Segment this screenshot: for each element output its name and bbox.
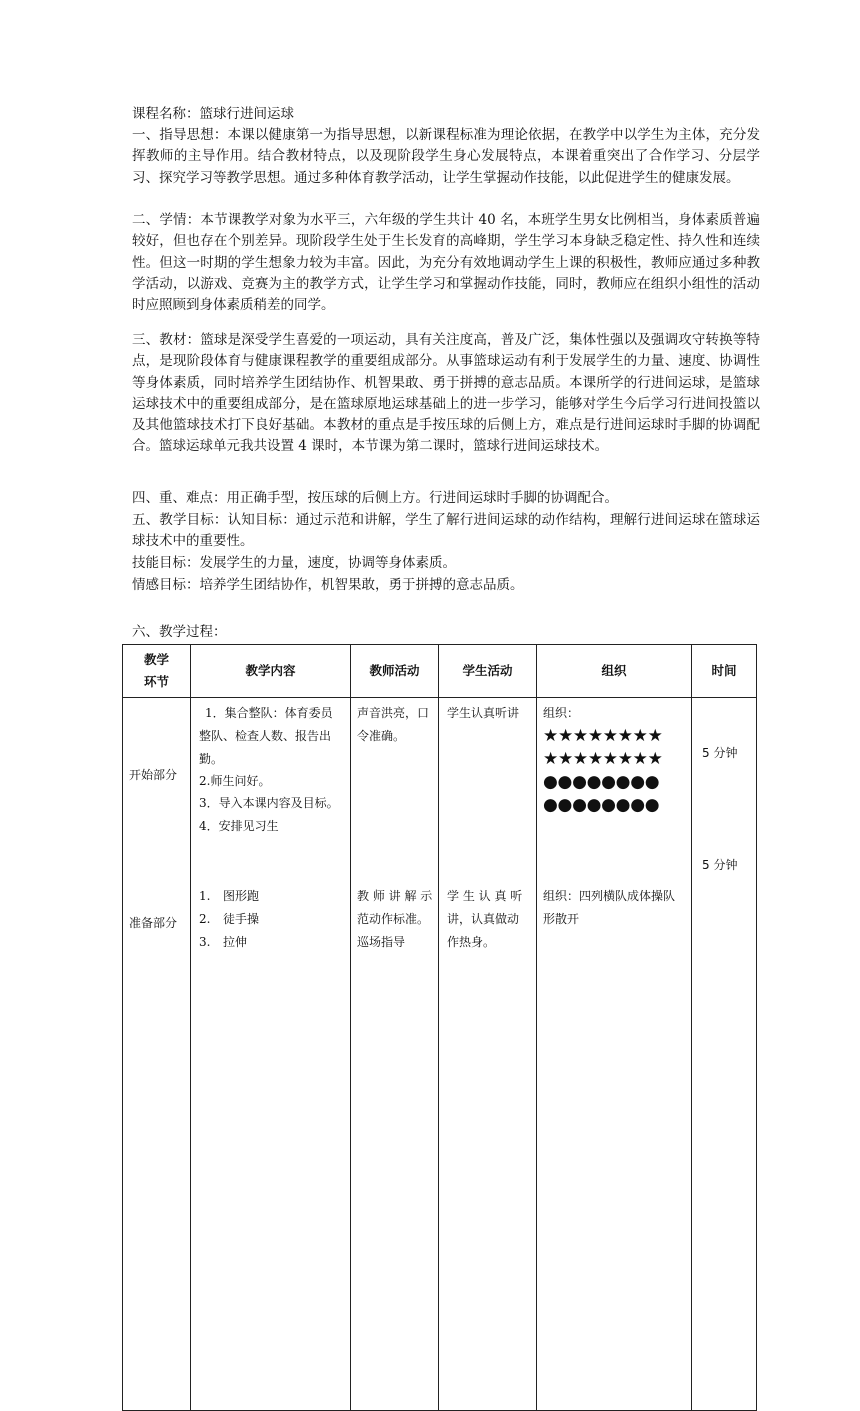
prepare-student-line3: 作热身。: [447, 935, 496, 949]
prepare-teacher-line1: 教 师 讲 解 示: [357, 889, 433, 903]
start-item-1a: 1．集合整队：体育委员: [205, 706, 333, 720]
start-teacher-line1: 声音洪亮，口: [357, 706, 430, 720]
time-cell: [692, 698, 757, 1411]
start-item-1b: 整队、检查人数、报告出: [199, 729, 332, 743]
student-cell: [439, 698, 537, 1411]
phase-prepare: 准备部分: [129, 916, 178, 930]
header-organization: 组织: [537, 645, 692, 698]
course-title: 课程名称：篮球行进间运球: [132, 106, 294, 122]
phase-start: 开始部分: [129, 768, 178, 782]
emotion-goal: 情感目标：培养学生团结协作，机智果敢，勇于拼搏的意志品质。: [132, 577, 524, 593]
prepare-item-3: 拉伸: [223, 935, 248, 949]
teacher-cell: [351, 698, 439, 1411]
prepare-org-line1: 组织：四列横队成体操队: [543, 889, 676, 903]
formation-dots-row-2: ●●●●●●●●: [543, 795, 660, 815]
section-key-points: 四、重、难点：用正确手型，按压球的后侧上方。行进间运球时手脚的协调配合。: [132, 490, 618, 506]
header-phase-line2: 环节: [143, 674, 169, 689]
prepare-num-2: 2.: [199, 912, 211, 926]
section-guiding-thought: 一、指导思想：本课以健康第一为指导思想，以新课程标准为理论依据，在教学中以学生为主体，充分发挥教师的主导作用。结合教材特点，以及现阶段学生身心发展特点，本课着重突出了合作学习、分层学习、探究学习等教学思想。通过多种体育教学活动，让学生掌握动作技能，以此促进学生的健康发展。: [132, 127, 760, 186]
teaching-process-table: [122, 644, 757, 1411]
prepare-time: 5 分钟: [702, 858, 738, 872]
header-teacher: 教师活动: [351, 645, 439, 698]
prepare-num-1: 1.: [199, 889, 211, 903]
start-teacher-line2: 令准确。: [357, 729, 406, 743]
table-row: [123, 698, 757, 1411]
start-student: 学生认真听讲: [447, 706, 520, 720]
start-item-4: 4．安排见习生: [199, 819, 279, 833]
header-content: 教学内容: [191, 645, 351, 698]
formation-dots-row-1: ●●●●●●●●: [543, 772, 660, 792]
content-cell: [191, 698, 351, 1411]
formation-stars-row-1: ★★★★★★★★: [543, 726, 663, 746]
start-item-1c: 勤。: [199, 752, 224, 766]
prepare-student-line1: 学 生 认 真 听: [447, 889, 523, 903]
organization-cell: [537, 698, 692, 1411]
section-student-analysis: 二、学情：本节课教学对象为水平三，六年级的学生共计 40 名，本班学生男女比例相当，身体素质普遍较好，但也存在个别差异。现阶段学生处于生长发育的高峰期，学生学习本身缺乏稳定性、持久性和连续性。但这一时期的学生想象力较为丰富。因此，为充分有效地调动学生上课的积极性，教师应通过多种教学活动，以游戏、竞赛为主的教学方式，让学生学习和掌握动作技能，同时，教师应在组织小组性的活动时应照顾到身体素质稍差的同学。: [132, 212, 760, 314]
header-phase: [123, 645, 191, 698]
skill-goal: 技能目标：发展学生的力量，速度，协调等身体素质。: [132, 555, 456, 571]
header-student: 学生活动: [439, 645, 537, 698]
prepare-item-2: 徒手操: [223, 912, 260, 926]
header-time: 时间: [692, 645, 757, 698]
start-org-label: 组织：: [543, 706, 580, 720]
header-phase-line1: 教学: [143, 652, 169, 667]
start-time: 5 分钟: [702, 746, 738, 760]
prepare-org-line2: 形散开: [543, 912, 580, 926]
section-teaching-process: 六、教学过程：: [132, 624, 227, 640]
prepare-teacher-line2: 范动作标准。: [357, 912, 430, 926]
section-teaching-material: 三、教材：篮球是深受学生喜爱的一项运动，具有关注度高，普及广泛，集体性强以及强调攻守转换等特点，是现阶段体育与健康课程教学的重要组成部分。从事篮球运动有利于发展学生的力量、速度、协调性等身体素质，同时培养学生团结协作、机智果敢、勇于拼搏的意志品质。本课所学的行进间运球，是篮球运球技术中的重要组成部分，是在篮球原地运球基础上的进一步学习，能够对学生今后学习行进间投篮以及其他篮球技术打下良好基础。本教材的重点是手按压球的后侧上方，难点是行进间运球时手脚的协调配合。篮球运球单元我共设置 4 课时，本节课为第二课时，篮球行进间运球技术。: [132, 332, 760, 455]
start-item-3: 3．导入本课内容及目标。: [199, 796, 339, 810]
phase-cell: [123, 698, 191, 1411]
prepare-student-line2: 讲，认真做动: [447, 912, 520, 926]
start-item-2: 2.师生问好。: [199, 774, 271, 788]
table-header-row: [123, 645, 757, 698]
prepare-item-1: 图形跑: [223, 889, 260, 903]
prepare-teacher-line3: 巡场指导: [357, 935, 406, 949]
section-teaching-goals: 五、教学目标：认知目标：通过示范和讲解，学生了解行进间运球的动作结构，理解行进间运球在篮球运球技术中的重要性。: [132, 512, 760, 550]
formation-stars-row-2: ★★★★★★★★: [543, 749, 663, 769]
prepare-num-3: 3.: [199, 935, 211, 949]
